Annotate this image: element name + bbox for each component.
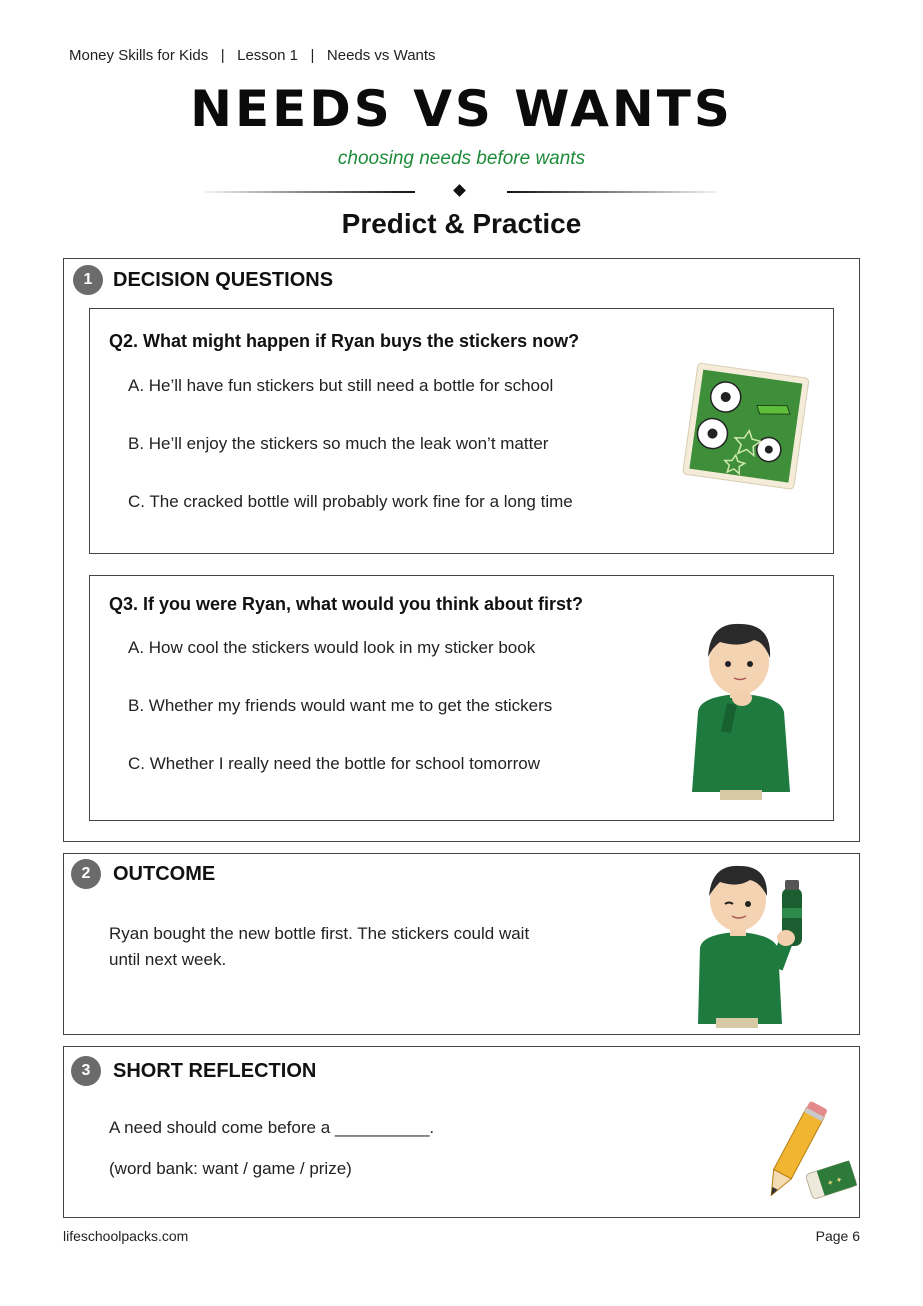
section-heading: DECISION QUESTIONS [113, 269, 334, 291]
section-number-badge: 3 [71, 1056, 101, 1086]
breadcrumb: Money Skills for Kids | Lesson 1 | Needs vs Wants [69, 47, 436, 64]
soccer-sticker-sheet-icon [680, 360, 810, 490]
thinking-boy-icon [680, 612, 800, 802]
answer-option[interactable]: A. How cool the stickers would look in my sticker book [128, 638, 536, 657]
question-text: Q3. If you were Ryan, what would you think about first? [109, 594, 584, 614]
answer-option[interactable]: A. He’ll have fun stickers but still need a bottle for school [128, 376, 554, 395]
page-subtitle: choosing needs before wants [337, 148, 586, 169]
section-number-badge: 2 [71, 859, 101, 889]
svg-text:✦ ✦: ✦ ✦ [825, 1174, 844, 1189]
diamond-icon [453, 184, 466, 197]
footer-site: lifeschoolpacks.com [63, 1228, 189, 1244]
footer-page-number: Page 6 [815, 1228, 860, 1244]
answer-option[interactable]: B. Whether my friends would want me to get the stickers [128, 696, 553, 715]
answer-option[interactable]: C. Whether I really need the bottle for school tomorrow [128, 754, 540, 773]
question-text: Q2. What might happen if Ryan buys the stickers now? [109, 331, 580, 351]
page-title: NEEDS VS WANTS [190, 80, 733, 138]
word-bank: (word bank: want / game / prize) [109, 1159, 352, 1178]
pencil-and-eraser-icon [756, 1098, 860, 1210]
answer-option[interactable]: B. He’ll enjoy the stickers so much the leak won’t matter [128, 434, 549, 453]
outcome-text-line: Ryan bought the new bottle first. The stickers could wait [109, 924, 530, 943]
fill-in-blank-prompt[interactable]: A need should come before a __________. [109, 1118, 435, 1137]
outcome-text-line: until next week. [109, 950, 227, 969]
section-heading: SHORT REFLECTION [113, 1060, 317, 1082]
boy-with-bottle-icon [690, 858, 815, 1030]
section-title: Predict & Practice [341, 208, 582, 239]
title-divider [205, 186, 717, 198]
answer-option[interactable]: C. The cracked bottle will probably work fine for a long time [128, 492, 573, 511]
section-number-badge: 1 [73, 265, 103, 295]
section-heading: OUTCOME [113, 863, 216, 885]
